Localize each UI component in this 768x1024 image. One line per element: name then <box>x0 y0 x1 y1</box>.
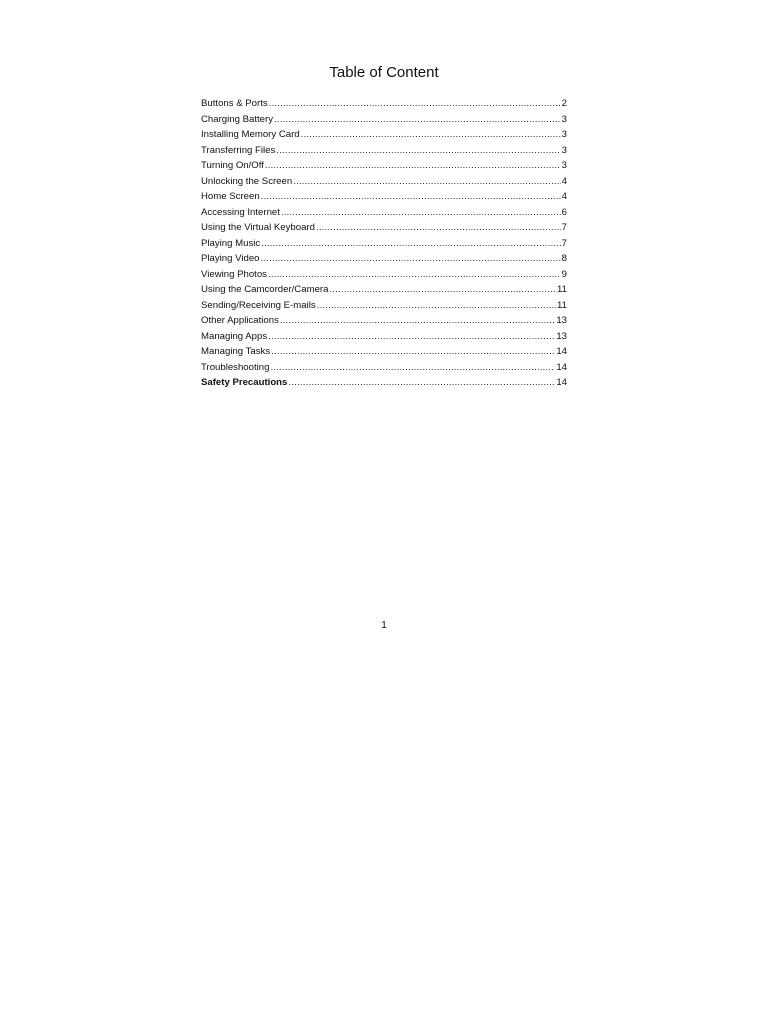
toc-entry-label: Installing Memory Card <box>201 129 300 140</box>
page-title: Table of Content <box>329 64 439 81</box>
toc-entry-label: Accessing Internet <box>201 206 280 218</box>
toc-entry-label: Unlocking the Screen <box>201 175 293 187</box>
toc-leader-dots <box>270 360 555 376</box>
toc-entry[interactable] <box>201 298 567 314</box>
toc-leader-dots <box>301 127 561 143</box>
toc-entry[interactable] <box>201 375 567 391</box>
toc-entry-label: Using the Camcorder/Camera <box>201 284 329 295</box>
toc-entry-page: 9 <box>561 268 567 280</box>
toc-entry-page: 8 <box>561 253 567 264</box>
toc-entry-label: Other Applications <box>201 315 279 326</box>
toc-entry-page: 14 <box>556 361 567 373</box>
toc-entry[interactable] <box>201 205 567 221</box>
toc-leader-dots <box>288 375 555 391</box>
toc-entry-label: Home Screen <box>201 191 260 202</box>
toc-entry[interactable] <box>201 220 567 236</box>
toc-entry-label: Safety Precautions <box>201 377 288 388</box>
toc-entry[interactable] <box>201 96 567 112</box>
toc-entry-page: 11 <box>557 284 567 295</box>
toc-list <box>201 96 567 391</box>
toc-entry[interactable] <box>201 360 567 376</box>
toc-entry-page: 7 <box>561 237 567 249</box>
toc-entry-page: 3 <box>561 144 567 156</box>
toc-leader-dots <box>276 143 560 159</box>
toc-entry-label: Managing Tasks <box>201 346 271 357</box>
toc-entry[interactable] <box>201 127 567 143</box>
toc-entry[interactable] <box>201 267 567 283</box>
toc-entry-label: Troubleshooting <box>201 361 270 373</box>
toc-entry-page: 4 <box>561 175 567 187</box>
toc-entry-page: 3 <box>561 113 567 125</box>
toc-leader-dots <box>329 282 556 298</box>
toc-leader-dots <box>317 298 556 314</box>
toc-leader-dots <box>271 344 555 360</box>
toc-entry-label: Using the Virtual Keyboard <box>201 222 315 233</box>
toc-entry[interactable] <box>201 344 567 360</box>
toc-entry-page: 2 <box>561 98 567 109</box>
toc-entry-page: 11 <box>557 299 567 311</box>
toc-entry[interactable] <box>201 189 567 205</box>
toc-entry-label: Transferring Files <box>201 144 276 156</box>
toc-leader-dots <box>268 329 555 345</box>
toc-leader-dots <box>316 220 561 236</box>
toc-leader-dots <box>265 158 561 174</box>
toc-leader-dots <box>269 96 561 112</box>
toc-leader-dots <box>261 251 561 267</box>
toc-entry-label: Charging Battery <box>201 113 273 125</box>
toc-entry[interactable] <box>201 282 567 298</box>
toc-entry[interactable] <box>201 329 567 345</box>
toc-entry[interactable] <box>201 251 567 267</box>
toc-entry-label: Turning On/Off <box>201 160 264 171</box>
toc-entry-label: Playing Music <box>201 237 261 249</box>
toc-entry-page: 3 <box>561 129 567 140</box>
toc-leader-dots <box>274 112 561 128</box>
toc-entry-page: 14 <box>556 377 567 388</box>
toc-entry[interactable] <box>201 143 567 159</box>
toc-leader-dots <box>261 189 561 205</box>
toc-entry-page: 13 <box>556 315 567 326</box>
page-number: 1 <box>381 620 387 631</box>
toc-entry[interactable] <box>201 158 567 174</box>
toc-entry[interactable] <box>201 174 567 190</box>
toc-entry[interactable] <box>201 112 567 128</box>
toc-entry-label: Playing Video <box>201 253 260 264</box>
toc-leader-dots <box>268 267 561 283</box>
toc-entry-page: 4 <box>561 191 567 202</box>
toc-entry-page: 7 <box>561 222 567 233</box>
toc-leader-dots <box>280 313 555 329</box>
toc-entry-page: 13 <box>556 330 567 342</box>
toc-entry-page: 6 <box>561 206 567 218</box>
toc-entry[interactable] <box>201 313 567 329</box>
toc-leader-dots <box>261 236 560 252</box>
toc-entry-label: Managing Apps <box>201 330 268 342</box>
toc-entry-page: 14 <box>556 346 567 357</box>
toc-entry-label: Buttons & Ports <box>201 98 268 109</box>
toc-entry-label: Viewing Photos <box>201 268 267 280</box>
toc-entry-label: Sending/Receiving E-mails <box>201 299 316 311</box>
toc-leader-dots <box>281 205 561 221</box>
toc-entry[interactable] <box>201 236 567 252</box>
toc-leader-dots <box>293 174 560 190</box>
toc-entry-page: 3 <box>561 160 567 171</box>
